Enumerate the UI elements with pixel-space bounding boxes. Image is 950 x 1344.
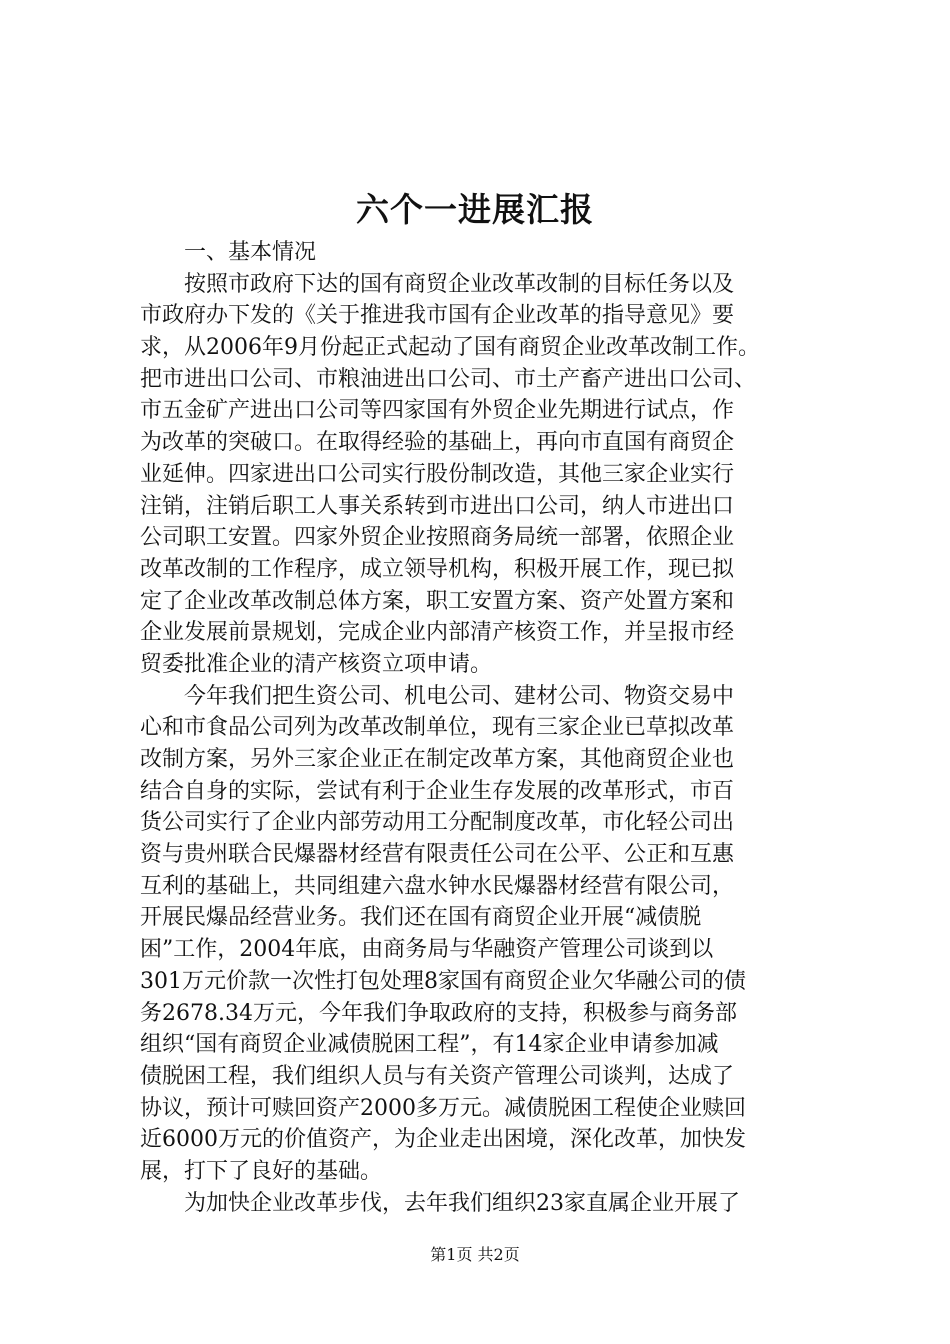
body-line: 心和市食品公司列为改革改制单位，现有三家企业已草拟改革 bbox=[140, 715, 735, 741]
body-line: 为改革的突破口。在取得经验的基础上，再向市直国有商贸企 bbox=[140, 430, 735, 456]
body-line: 求，从2006年9月份起正式起动了国有商贸企业改革改制工作。 bbox=[140, 335, 760, 361]
body-line: 为加快企业改革步伐，去年我们组织23家直属企业开展了 bbox=[184, 1190, 740, 1216]
body-line: 市五金矿产进出口公司等四家国有外贸企业先期进行试点，作 bbox=[140, 398, 735, 424]
body-line: 注销，注销后职工人事关系转到市进出口公司，纳人市进出口 bbox=[140, 493, 735, 519]
body-line: 定了企业改革改制总体方案，职工安置方案、资产处置方案和 bbox=[140, 588, 735, 614]
document-title: 六个一进展汇报 bbox=[356, 190, 594, 229]
body-line: 组织“国有商贸企业减债脱困工程”，有14家企业申请参加减 bbox=[140, 1032, 719, 1058]
body-line: 贸委批准企业的清产核资立项申请。 bbox=[140, 651, 493, 677]
body-line: 按照市政府下达的国有商贸企业改革改制的目标任务以及 bbox=[184, 271, 735, 297]
body-line: 一、基本情况 bbox=[184, 240, 317, 265]
body-line: 困”工作，2004年底，由商务局与华融资产管理公司谈到以 bbox=[140, 937, 714, 963]
body-line: 开展民爆品经营业务。我们还在国有商贸企业开展“减债脱 bbox=[140, 905, 702, 931]
body-line: 市政府办下发的《关于推进我市国有企业改革的指导意见》要 bbox=[140, 303, 735, 329]
body-line: 结合自身的实际，尝试有利于企业生存发展的改革形式，市百 bbox=[140, 778, 735, 804]
body-line: 近6000万元的价值资产，为企业走出困境，深化改革，加快发 bbox=[140, 1127, 746, 1153]
page-footer: 第1页 共2页 bbox=[430, 1245, 520, 1264]
body-line: 资与贵州联合民爆器材经营有限责任公司在公平、公正和互惠 bbox=[140, 842, 735, 868]
body-line: 公司职工安置。四家外贸企业按照商务局统一部署，依照企业 bbox=[140, 525, 735, 551]
body-line: 务2678.34万元，今年我们争取政府的支持，积极参与商务部 bbox=[140, 1000, 737, 1026]
body-line: 改革改制的工作程序，成立领导机构，积极开展工作，现已拟 bbox=[140, 556, 735, 582]
body-line: 改制方案，另外三家企业正在制定改革方案，其他商贸企业也 bbox=[140, 747, 735, 772]
body-line: 业延伸。四家进出口公司实行股份制改造，其他三家企业实行 bbox=[140, 461, 735, 487]
body-line: 企业发展前景规划，完成企业内部清产核资工作，并呈报市经 bbox=[140, 620, 735, 646]
document-body bbox=[140, 237, 830, 1219]
body-line: 今年我们把生资公司、机电公司、建材公司、物资交易中 bbox=[184, 683, 735, 709]
body-line: 协议，预计可赎回资产2000多万元。减债脱困工程使企业赎回 bbox=[140, 1095, 746, 1121]
body-line: 301万元价款一次性打包处理8家国有商贸企业欠华融公司的债 bbox=[140, 968, 746, 994]
body-line: 债脱困工程，我们组织人员与有关资产管理公司谈判，达成了 bbox=[140, 1063, 735, 1089]
body-line: 货公司实行了企业内部劳动用工分配制度改革，市化轻公司出 bbox=[140, 810, 735, 836]
body-line: 互利的基础上，共同组建六盘水钟水民爆器材经营有限公司， bbox=[140, 873, 735, 899]
body-line: 展，打下了良好的基础。 bbox=[140, 1158, 383, 1184]
body-line: 把市进出口公司、市粮油进出口公司、市土产畜产进出口公司、 bbox=[140, 366, 757, 392]
